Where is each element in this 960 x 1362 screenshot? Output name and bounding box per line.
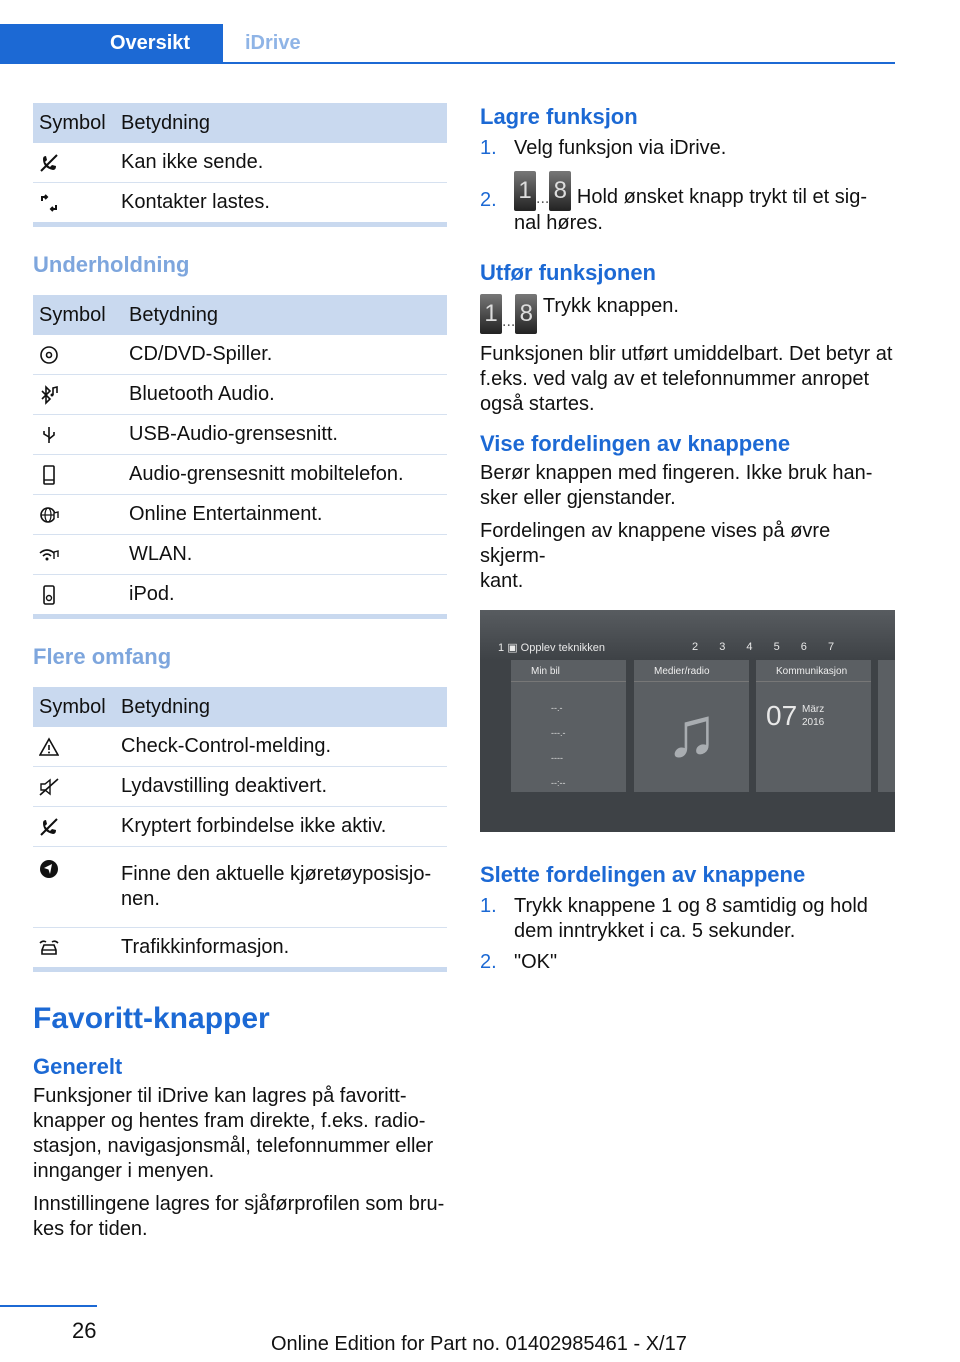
table-row xyxy=(33,495,447,535)
table-row xyxy=(33,455,447,495)
list-item xyxy=(480,136,895,161)
list-item xyxy=(480,950,895,975)
key-8-image: 8 xyxy=(549,171,571,211)
table-entertainment-symbols xyxy=(33,295,447,619)
warning-triangle-icon xyxy=(39,737,59,757)
date-day: 07 xyxy=(766,700,798,731)
row-text: Trafikkinformasjon. xyxy=(115,928,447,970)
key-ellipsis: ... xyxy=(536,190,550,207)
step-number: 1. xyxy=(480,137,497,159)
section-heading-flere-omfang: Flere omfang xyxy=(33,644,172,669)
wlan-icon xyxy=(39,545,59,565)
step-text: Hold ønsket knapp trykt til et sig- nal høres. xyxy=(514,186,868,234)
step-text: "OK" xyxy=(514,951,558,973)
speaker-muted-icon xyxy=(39,777,59,797)
idrive-screen-image xyxy=(480,610,895,832)
step-text: Trykk knappene 1 og 8 samtidig og hold dem inntrykket i ca. 5 sekunder. xyxy=(514,895,868,942)
step-number: 2. xyxy=(480,189,497,211)
table-connection-symbols xyxy=(33,103,447,227)
col-header-symbol: Symbol xyxy=(33,103,115,143)
utfor-text: Trykk knappen. xyxy=(542,295,679,317)
table-other-symbols xyxy=(33,687,447,972)
list-item xyxy=(480,171,895,236)
paragraph-utfor: Funksjonen blir utført umiddelbart. Det betyr at f.eks. ved valg av et telefonnummer anropet også startes. xyxy=(480,343,893,415)
col-header-betydning: Betydning xyxy=(115,103,447,143)
table-row xyxy=(33,335,447,375)
tile-medier-radio xyxy=(634,660,749,792)
row-text: Online Entertainment. xyxy=(123,495,447,535)
traffic-info-icon xyxy=(39,938,59,958)
row-text: Check-Control-melding. xyxy=(115,727,447,767)
step-number: 1. xyxy=(480,895,497,917)
col-header-symbol: Symbol xyxy=(33,687,115,727)
table-row xyxy=(33,847,447,928)
footer-edition: Online Edition for Part no. 01402985461 - X/17 xyxy=(271,1333,687,1355)
subheading-utfor: Utfør funksjonen xyxy=(480,260,656,285)
row-text: USB-Audio-grensesnitt. xyxy=(123,415,447,455)
table-row xyxy=(33,727,447,767)
col-header-betydning: Betydning xyxy=(123,295,447,335)
table-row xyxy=(33,375,447,415)
favorite-slot-label: Opplev teknikken xyxy=(520,642,606,654)
table-row xyxy=(33,143,447,183)
subheading-lagre: Lagre funksjon xyxy=(480,104,638,129)
steps-slette xyxy=(480,894,895,975)
online-entertainment-icon xyxy=(39,505,59,525)
subheading-slette: Slette fordelingen av knappene xyxy=(480,862,806,887)
favorite-slot-number: 4 xyxy=(746,641,753,653)
page-number: 26 xyxy=(72,1318,97,1343)
row-text: Kontakter lastes. xyxy=(115,183,447,225)
col-header-symbol: Symbol xyxy=(33,295,123,335)
tile-label: Medier/radio xyxy=(634,660,749,682)
date-month: März xyxy=(802,704,825,715)
favorite-slot-number: 2 xyxy=(692,641,699,653)
table-row xyxy=(33,535,447,575)
right-column xyxy=(480,104,895,594)
table-row xyxy=(33,415,447,455)
tile-value: --:-- xyxy=(551,778,566,788)
tile-partial xyxy=(878,660,895,792)
col-header-betydning: Betydning xyxy=(115,687,447,727)
table-row xyxy=(33,575,447,617)
favorite-slots xyxy=(692,641,834,653)
row-text: Kan ikke sende. xyxy=(115,143,447,183)
tab-idrive[interactable]: iDrive xyxy=(245,32,301,54)
car-icon: ▣ xyxy=(507,642,518,654)
favorite-slot-number: 5 xyxy=(773,641,780,653)
table-row xyxy=(33,767,447,807)
favorite-slot-number: 7 xyxy=(827,641,835,653)
step-text: Velg funksjon via iDrive. xyxy=(514,137,727,159)
bluetooth-audio-icon xyxy=(39,385,59,405)
table-row xyxy=(33,807,447,847)
row-text: Bluetooth Audio. xyxy=(123,375,447,415)
tile-value: ---- xyxy=(551,753,563,763)
paragraph-generelt-1: Funksjoner til iDrive kan lagres på favoritt- knapper og hentes fram direkte, f.eks. radio- stasjon, navigasjonsmål, telefonnummer eller innganger i menyen. xyxy=(33,1085,434,1182)
tile-label: Min bil xyxy=(511,660,626,682)
row-text: Kryptert forbindelse ikke aktiv. xyxy=(115,807,447,847)
contacts-loading-icon xyxy=(39,193,59,213)
tile-value: ---.- xyxy=(551,728,566,738)
header-bar xyxy=(0,24,895,64)
paragraph-generelt-2: Innstillingene lagres for sjåførprofilen som bru- kes for tiden. xyxy=(33,1193,445,1240)
date-year: 2016 xyxy=(802,717,825,728)
row-text: CD/DVD-Spiller. xyxy=(123,335,447,375)
music-note-icon: ♫ xyxy=(665,693,718,771)
row-text: Lydavstilling deaktivert. xyxy=(115,767,447,807)
favorite-slot-number: 3 xyxy=(719,641,726,653)
list-item xyxy=(480,894,895,944)
cd-icon xyxy=(39,345,59,365)
tile-label: Kommunikasjon xyxy=(756,660,871,682)
footer-rule xyxy=(0,1305,97,1307)
utfor-row xyxy=(480,294,895,334)
position-icon xyxy=(39,859,59,879)
usb-icon xyxy=(39,425,59,445)
key-ellipsis: ... xyxy=(502,313,516,330)
steps-lagre xyxy=(480,136,895,236)
favorite-slot-number: 6 xyxy=(800,641,807,653)
step-number: 2. xyxy=(480,951,497,973)
encryption-inactive-icon xyxy=(39,817,59,837)
paragraph-vise-1: Berør knappen med fingeren. Ikke bruk han- sker eller gjenstander. xyxy=(480,462,873,509)
tile-min-bil xyxy=(511,660,626,792)
slette-section xyxy=(480,862,895,975)
row-text: Audio-grensesnitt mobiltelefon. xyxy=(123,455,447,495)
favoritt-section xyxy=(33,1002,447,1242)
subheading-generelt: Generelt xyxy=(33,1054,123,1079)
ipod-icon xyxy=(39,585,59,605)
favorite-slot-number: 1 xyxy=(498,642,505,654)
section-heading-underholdning: Underholdning xyxy=(33,252,190,277)
key-1-image: 1 xyxy=(480,294,502,334)
paragraph-vise-2: Fordelingen av knappene vises på øvre skjerm- kant. xyxy=(480,520,831,592)
table-row xyxy=(33,928,447,970)
table-row xyxy=(33,183,447,225)
mobile-phone-icon xyxy=(39,465,59,485)
tab-oversikt[interactable]: Oversikt xyxy=(0,24,223,62)
phone-crossed-icon xyxy=(39,153,59,173)
tile-value: --.- xyxy=(551,703,563,713)
tile-kommunikasjon xyxy=(756,660,871,792)
chapter-title: Favoritt-knapper xyxy=(33,1002,270,1035)
key-1-image: 1 xyxy=(514,171,536,211)
row-text: iPod. xyxy=(123,575,447,617)
subheading-vise: Vise fordelingen av knappene xyxy=(480,431,791,456)
key-8-image: 8 xyxy=(515,294,537,334)
row-text: Finne den aktuelle kjøretøyposisjo- nen. xyxy=(115,847,447,928)
row-text: WLAN. xyxy=(123,535,447,575)
